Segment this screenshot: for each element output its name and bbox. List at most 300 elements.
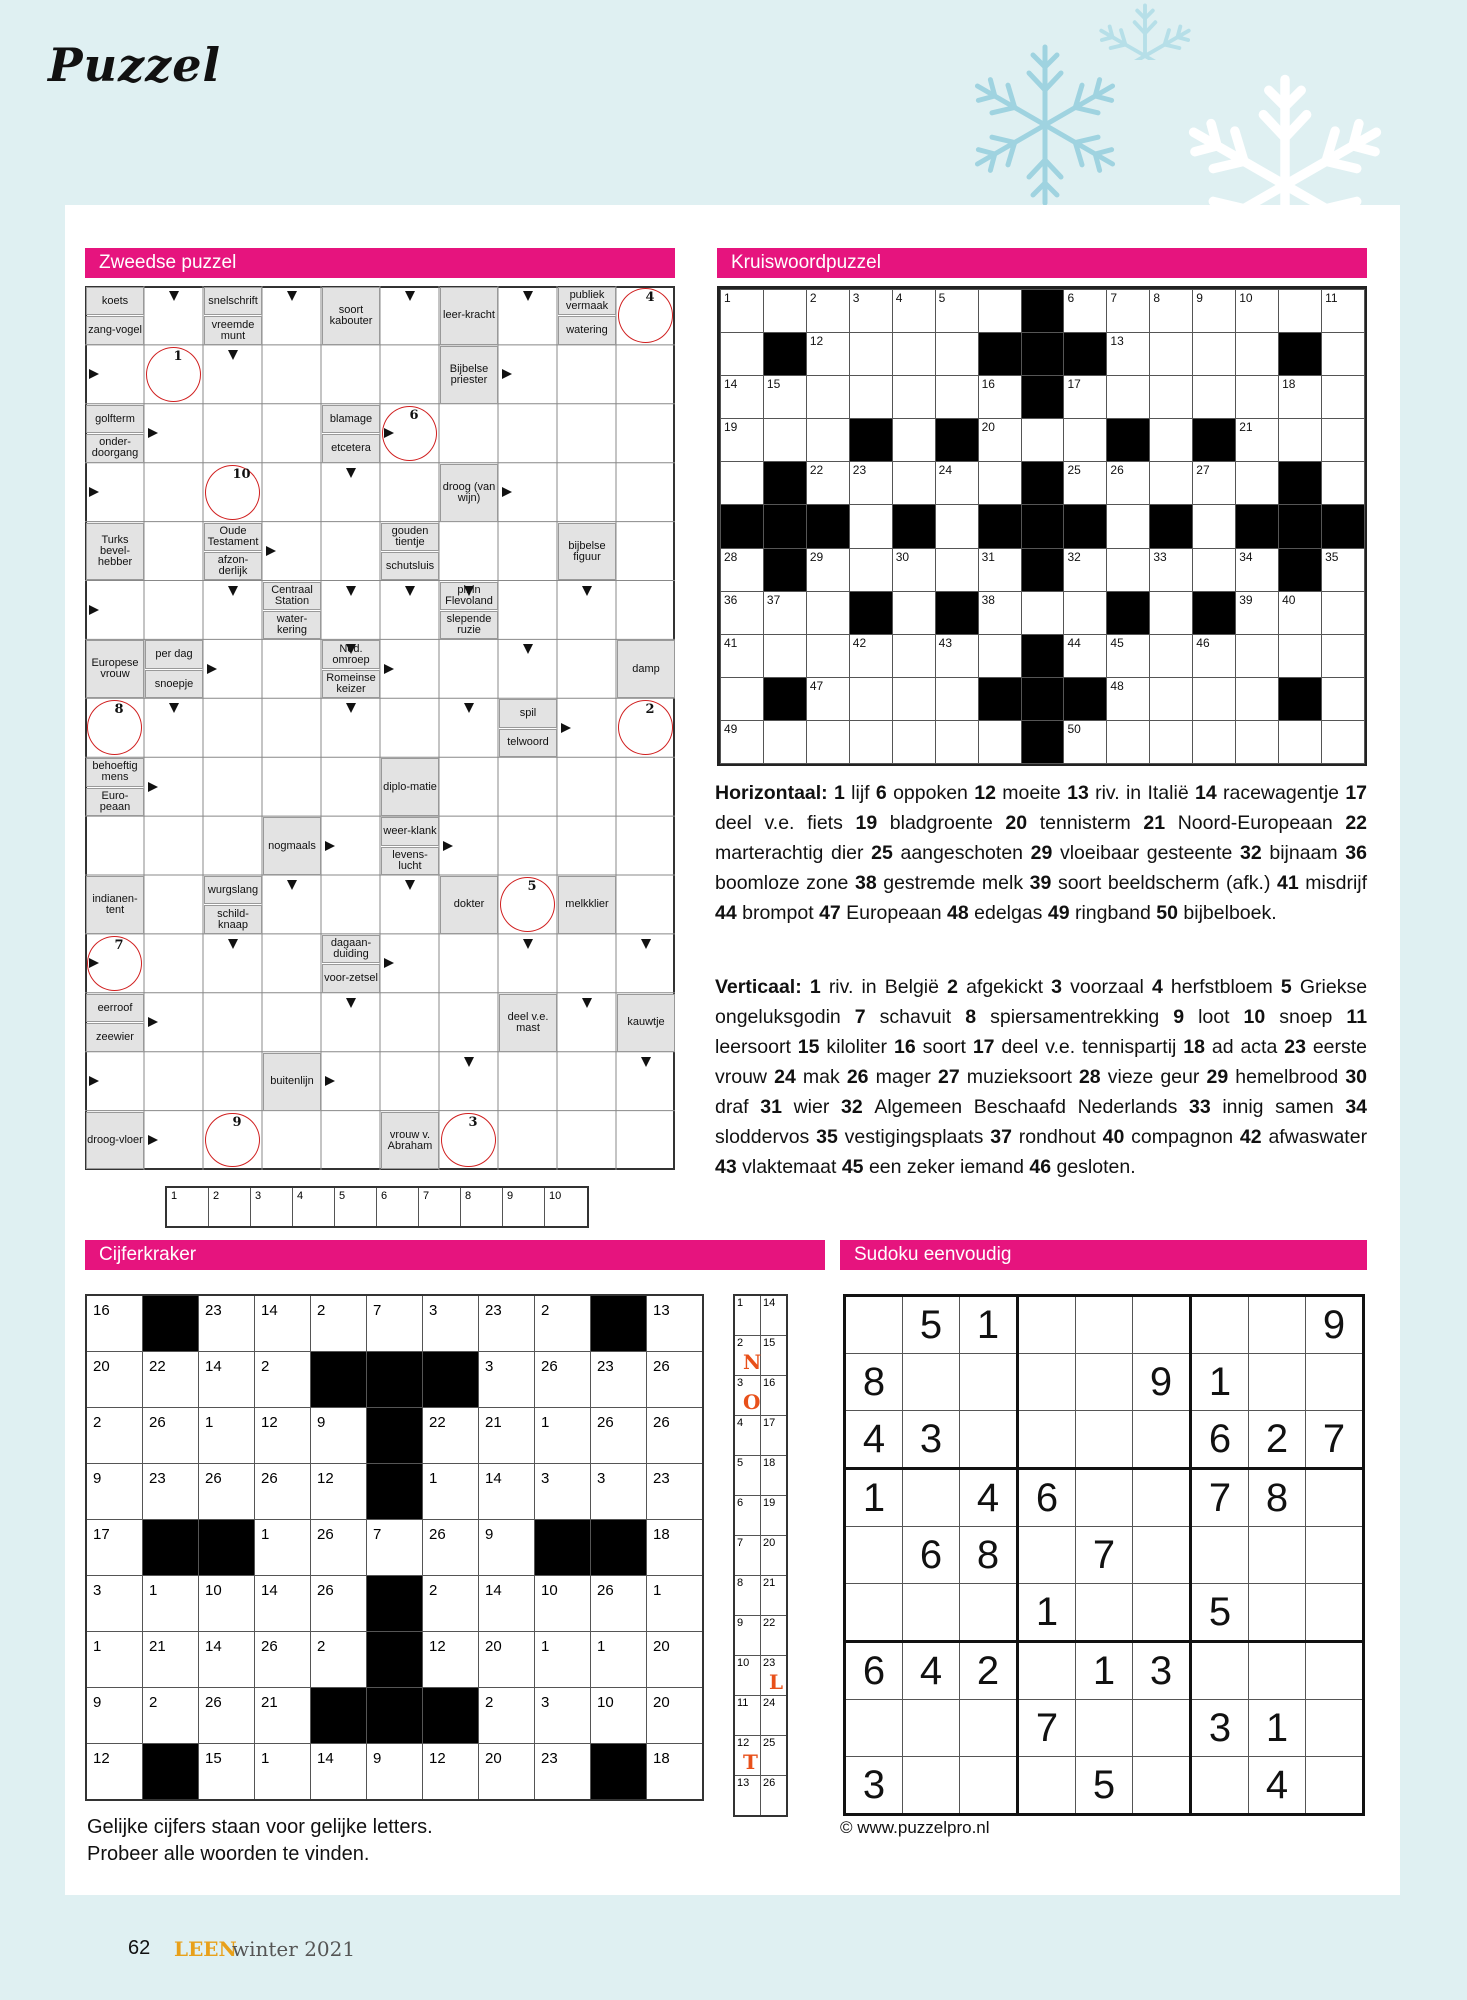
cipher-cell[interactable]: 14 [199, 1352, 255, 1408]
crossword-cell[interactable] [720, 332, 764, 376]
crossword-cell[interactable] [892, 720, 936, 764]
sudoku-cell[interactable] [1018, 1354, 1076, 1411]
sudoku-cell[interactable] [960, 1411, 1018, 1469]
crossword-cell[interactable] [1321, 375, 1365, 419]
sudoku-cell[interactable] [1306, 1469, 1364, 1527]
crossword-cell[interactable] [892, 418, 936, 462]
crossword-cell[interactable]: 39 [1235, 591, 1279, 635]
cipher-cell[interactable]: 23 [199, 1295, 255, 1352]
crossword-cell[interactable]: 6 [1063, 289, 1107, 333]
crossword-cell[interactable] [935, 548, 979, 592]
cipher-cell[interactable]: 23 [591, 1352, 647, 1408]
crossword-cell[interactable]: 9 [1192, 289, 1236, 333]
crossword-cell[interactable] [849, 332, 893, 376]
crossword-cell[interactable]: 3 [849, 289, 893, 333]
sudoku-cell[interactable] [903, 1700, 960, 1757]
cipher-cell[interactable]: 21 [143, 1632, 199, 1688]
cipher-cell[interactable]: 21 [255, 1688, 311, 1744]
cipher-cell[interactable]: 9 [479, 1520, 535, 1576]
crossword-cell[interactable] [1149, 720, 1193, 764]
cipher-cell[interactable]: 20 [86, 1352, 143, 1408]
cipher-cell[interactable]: 1 [255, 1744, 311, 1801]
crossword-cell[interactable] [1321, 418, 1365, 462]
sudoku-cell[interactable]: 4 [903, 1642, 960, 1700]
crossword-cell[interactable] [806, 418, 850, 462]
cipher-cell[interactable]: 26 [255, 1632, 311, 1688]
crossword-cell[interactable]: 47 [806, 677, 850, 721]
crossword-cell[interactable] [849, 720, 893, 764]
cipher-cell[interactable]: 12 [423, 1744, 479, 1801]
sudoku-cell[interactable]: 1 [960, 1296, 1018, 1354]
code-cell[interactable]: 13 [734, 1776, 761, 1817]
cipher-cell[interactable]: 23 [143, 1464, 199, 1520]
cipher-cell[interactable]: 9 [311, 1408, 367, 1464]
crossword-cell[interactable] [1235, 720, 1279, 764]
crossword-cell[interactable] [849, 548, 893, 592]
cipher-cell[interactable]: 14 [255, 1576, 311, 1632]
sudoku-cell[interactable] [1133, 1411, 1191, 1469]
cipher-cell[interactable]: 2 [311, 1632, 367, 1688]
code-cell[interactable]: 3 O [734, 1376, 761, 1416]
cipher-cell[interactable]: 3 [423, 1295, 479, 1352]
sudoku-cell[interactable] [845, 1527, 903, 1584]
sudoku-cell[interactable] [845, 1700, 903, 1757]
cipher-cell[interactable]: 7 [367, 1295, 423, 1352]
solution-cell[interactable]: 8 [461, 1188, 503, 1226]
crossword-cell[interactable] [849, 677, 893, 721]
crossword-cell[interactable] [1021, 591, 1065, 635]
sudoku-cell[interactable]: 2 [1249, 1411, 1306, 1469]
crossword-cell[interactable]: 1 [720, 289, 764, 333]
crossword-cell[interactable] [1149, 461, 1193, 505]
crossword-cell[interactable] [892, 375, 936, 419]
sudoku-cell[interactable]: 9 [1306, 1296, 1364, 1354]
crossword-cell[interactable] [1321, 461, 1365, 505]
cipher-cell[interactable]: 14 [311, 1744, 367, 1801]
crossword-cell[interactable] [1192, 375, 1236, 419]
sudoku-cell[interactable]: 6 [1018, 1469, 1076, 1527]
crossword-cell[interactable]: 27 [1192, 461, 1236, 505]
cipher-cell[interactable]: 10 [535, 1576, 591, 1632]
code-cell[interactable]: 20 [761, 1536, 788, 1576]
cipher-cell[interactable]: 12 [311, 1464, 367, 1520]
code-cell[interactable]: 2 N [734, 1336, 761, 1376]
cipher-cell[interactable]: 26 [423, 1520, 479, 1576]
crossword-cell[interactable] [978, 634, 1022, 678]
sudoku-cell[interactable] [1018, 1411, 1076, 1469]
crossword-cell[interactable]: 13 [1106, 332, 1150, 376]
sudoku-cell[interactable]: 4 [845, 1411, 903, 1469]
crossword-cell[interactable] [1235, 461, 1279, 505]
solution-cell[interactable]: 3 [251, 1188, 293, 1226]
cipher-cell[interactable]: 1 [535, 1632, 591, 1688]
sudoku-cell[interactable]: 5 [903, 1296, 960, 1354]
crossword-cell[interactable]: 45 [1106, 634, 1150, 678]
crossword-cell[interactable]: 30 [892, 548, 936, 592]
code-cell[interactable]: 19 [761, 1496, 788, 1536]
sudoku-cell[interactable] [1306, 1757, 1364, 1815]
crossword-cell[interactable] [1106, 504, 1150, 548]
crossword-cell[interactable] [1278, 289, 1322, 333]
crossword-cell[interactable]: 16 [978, 375, 1022, 419]
sudoku-cell[interactable] [960, 1757, 1018, 1815]
cipher-cell[interactable]: 12 [255, 1408, 311, 1464]
crossword-cell[interactable] [720, 461, 764, 505]
crossword-cell[interactable] [1106, 720, 1150, 764]
code-cell[interactable]: 6 [734, 1496, 761, 1536]
crossword-cell[interactable]: 42 [849, 634, 893, 678]
cipher-cell[interactable]: 12 [86, 1744, 143, 1801]
crossword-cell[interactable] [1149, 418, 1193, 462]
crossword-cell[interactable] [806, 634, 850, 678]
crossword-cell[interactable]: 22 [806, 461, 850, 505]
code-cell[interactable]: 4 [734, 1416, 761, 1456]
crossword-cell[interactable] [1278, 634, 1322, 678]
crossword-cell[interactable] [1106, 375, 1150, 419]
sudoku-cell[interactable] [1306, 1584, 1364, 1642]
sudoku-cell[interactable] [1249, 1584, 1306, 1642]
cipher-cell[interactable]: 26 [535, 1352, 591, 1408]
crossword-cell[interactable]: 34 [1235, 548, 1279, 592]
cipher-cell[interactable]: 7 [367, 1520, 423, 1576]
crossword-cell[interactable]: 31 [978, 548, 1022, 592]
solution-cell[interactable]: 1 [167, 1188, 209, 1226]
sudoku-cell[interactable] [1249, 1527, 1306, 1584]
solution-cell[interactable]: 4 [293, 1188, 335, 1226]
cipher-cell[interactable]: 26 [647, 1408, 704, 1464]
sudoku-cell[interactable] [1076, 1700, 1133, 1757]
solution-cell[interactable]: 6 [377, 1188, 419, 1226]
sudoku-cell[interactable]: 7 [1306, 1411, 1364, 1469]
sudoku-cell[interactable] [845, 1296, 903, 1354]
code-cell[interactable]: 17 [761, 1416, 788, 1456]
cipher-cell[interactable]: 2 [255, 1352, 311, 1408]
crossword-cell[interactable] [806, 375, 850, 419]
sudoku-cell[interactable] [1249, 1296, 1306, 1354]
sudoku-cell[interactable] [1191, 1757, 1249, 1815]
crossword-cell[interactable] [1192, 548, 1236, 592]
crossword-cell[interactable]: 43 [935, 634, 979, 678]
sudoku-cell[interactable]: 1 [1191, 1354, 1249, 1411]
code-cell[interactable]: 16 [761, 1376, 788, 1416]
crossword-cell[interactable] [1235, 375, 1279, 419]
cipher-cell[interactable]: 26 [199, 1688, 255, 1744]
solution-cell[interactable]: 9 [503, 1188, 545, 1226]
sudoku-cell[interactable] [1249, 1354, 1306, 1411]
cipher-cell[interactable]: 26 [591, 1408, 647, 1464]
sudoku-cell[interactable]: 3 [903, 1411, 960, 1469]
cipher-cell[interactable]: 1 [199, 1408, 255, 1464]
crossword-cell[interactable]: 35 [1321, 548, 1365, 592]
crossword-cell[interactable] [978, 720, 1022, 764]
crossword-cell[interactable] [1321, 591, 1365, 635]
sudoku-cell[interactable]: 4 [1249, 1757, 1306, 1815]
crossword-cell[interactable] [1149, 591, 1193, 635]
crossword-cell[interactable]: 33 [1149, 548, 1193, 592]
crossword-cell[interactable] [763, 289, 807, 333]
cipher-cell[interactable]: 12 [423, 1632, 479, 1688]
code-cell[interactable]: 25 [761, 1736, 788, 1776]
cipher-cell[interactable]: 20 [479, 1744, 535, 1801]
cipher-cell[interactable]: 22 [423, 1408, 479, 1464]
cipher-cell[interactable]: 13 [647, 1295, 704, 1352]
cipher-cell[interactable]: 9 [86, 1688, 143, 1744]
crossword-cell[interactable] [1321, 677, 1365, 721]
cipher-cell[interactable]: 9 [367, 1744, 423, 1801]
sudoku-cell[interactable]: 1 [1249, 1700, 1306, 1757]
solution-cell[interactable]: 2 [209, 1188, 251, 1226]
crossword-cell[interactable]: 28 [720, 548, 764, 592]
crossword-cell[interactable]: 11 [1321, 289, 1365, 333]
crossword-cell[interactable] [1278, 720, 1322, 764]
code-cell[interactable]: 22 [761, 1616, 788, 1656]
sudoku-cell[interactable] [1076, 1354, 1133, 1411]
crossword-cell[interactable] [892, 332, 936, 376]
crossword-cell[interactable]: 29 [806, 548, 850, 592]
code-cell[interactable]: 9 [734, 1616, 761, 1656]
cipher-cell[interactable]: 15 [199, 1744, 255, 1801]
cipher-cell[interactable]: 1 [591, 1632, 647, 1688]
cipher-cell[interactable]: 3 [591, 1464, 647, 1520]
sudoku-cell[interactable]: 3 [845, 1757, 903, 1815]
code-cell[interactable]: 1 [734, 1295, 761, 1336]
solution-cell[interactable]: 5 [335, 1188, 377, 1226]
crossword-cell[interactable] [892, 461, 936, 505]
crossword-cell[interactable] [1192, 332, 1236, 376]
crossword-cell[interactable] [1063, 418, 1107, 462]
code-cell[interactable]: 14 [761, 1295, 788, 1336]
cipher-cell[interactable]: 3 [86, 1576, 143, 1632]
sudoku-cell[interactable]: 7 [1191, 1469, 1249, 1527]
crossword-cell[interactable] [892, 591, 936, 635]
crossword-cell[interactable] [892, 634, 936, 678]
sudoku-cell[interactable] [903, 1584, 960, 1642]
cipher-cell[interactable]: 26 [255, 1464, 311, 1520]
crossword-cell[interactable] [1149, 677, 1193, 721]
sudoku-cell[interactable] [1133, 1469, 1191, 1527]
cipher-cell[interactable]: 1 [255, 1520, 311, 1576]
cipher-cell[interactable]: 14 [199, 1632, 255, 1688]
cipher-cell[interactable]: 26 [199, 1464, 255, 1520]
cipher-cell[interactable]: 23 [647, 1464, 704, 1520]
sudoku-cell[interactable] [1018, 1296, 1076, 1354]
crossword-cell[interactable] [763, 720, 807, 764]
cipher-cell[interactable]: 3 [479, 1352, 535, 1408]
code-cell[interactable]: 21 [761, 1576, 788, 1616]
crossword-cell[interactable]: 32 [1063, 548, 1107, 592]
sudoku-cell[interactable] [1133, 1757, 1191, 1815]
crossword-cell[interactable]: 15 [763, 375, 807, 419]
code-cell[interactable]: 5 [734, 1456, 761, 1496]
crossword-cell[interactable]: 49 [720, 720, 764, 764]
sudoku-cell[interactable] [903, 1757, 960, 1815]
cipher-cell[interactable]: 23 [479, 1295, 535, 1352]
solution-cell[interactable]: 10 [549, 1190, 562, 1202]
crossword-cell[interactable] [806, 720, 850, 764]
crossword-cell[interactable]: 38 [978, 591, 1022, 635]
sudoku-cell[interactable]: 7 [1076, 1527, 1133, 1584]
sudoku-cell[interactable] [960, 1700, 1018, 1757]
sudoku-cell[interactable] [1306, 1700, 1364, 1757]
sudoku-cell[interactable]: 1 [1018, 1584, 1076, 1642]
sudoku-cell[interactable]: 1 [845, 1469, 903, 1527]
crossword-cell[interactable] [806, 591, 850, 635]
crossword-cell[interactable]: 25 [1063, 461, 1107, 505]
code-cell[interactable]: 23 L [761, 1656, 788, 1696]
crossword-cell[interactable] [1021, 418, 1065, 462]
crossword-cell[interactable] [763, 634, 807, 678]
cipher-cell[interactable]: 26 [591, 1576, 647, 1632]
crossword-cell[interactable] [1321, 720, 1365, 764]
crossword-cell[interactable] [1235, 332, 1279, 376]
crossword-cell[interactable]: 24 [935, 461, 979, 505]
crossword-cell[interactable] [1278, 418, 1322, 462]
sudoku-cell[interactable] [1133, 1700, 1191, 1757]
sudoku-cell[interactable] [1133, 1584, 1191, 1642]
crossword-cell[interactable] [978, 289, 1022, 333]
code-cell[interactable]: 11 [734, 1696, 761, 1736]
sudoku-cell[interactable] [1306, 1642, 1364, 1700]
cipher-cell[interactable]: 1 [647, 1576, 704, 1632]
crossword-cell[interactable] [1235, 677, 1279, 721]
cipher-cell[interactable]: 16 [86, 1295, 143, 1352]
sudoku-cell[interactable]: 4 [960, 1469, 1018, 1527]
crossword-cell[interactable]: 12 [806, 332, 850, 376]
sudoku-cell[interactable]: 8 [1249, 1469, 1306, 1527]
crossword-cell[interactable]: 14 [720, 375, 764, 419]
sudoku-cell[interactable]: 5 [1191, 1584, 1249, 1642]
sudoku-cell[interactable]: 8 [960, 1527, 1018, 1584]
sudoku-cell[interactable]: 6 [1191, 1411, 1249, 1469]
crossword-cell[interactable]: 4 [892, 289, 936, 333]
sudoku-cell[interactable]: 3 [1191, 1700, 1249, 1757]
crossword-cell[interactable]: 18 [1278, 375, 1322, 419]
code-cell[interactable]: 8 [734, 1576, 761, 1616]
crossword-cell[interactable]: 46 [1192, 634, 1236, 678]
crossword-cell[interactable]: 19 [720, 418, 764, 462]
cipher-cell[interactable]: 9 [86, 1464, 143, 1520]
code-cell[interactable]: 26 [761, 1776, 788, 1817]
code-cell[interactable]: 18 [761, 1456, 788, 1496]
crossword-cell[interactable]: 40 [1278, 591, 1322, 635]
sudoku-cell[interactable]: 6 [845, 1642, 903, 1700]
crossword-cell[interactable] [1192, 677, 1236, 721]
crossword-cell[interactable]: 36 [720, 591, 764, 635]
cipher-cell[interactable]: 10 [199, 1576, 255, 1632]
cipher-cell[interactable]: 1 [86, 1632, 143, 1688]
crossword-cell[interactable] [1106, 548, 1150, 592]
cipher-cell[interactable]: 2 [143, 1688, 199, 1744]
cipher-cell[interactable]: 22 [143, 1352, 199, 1408]
crossword-cell[interactable] [935, 720, 979, 764]
sudoku-cell[interactable]: 1 [1076, 1642, 1133, 1700]
crossword-cell[interactable]: 7 [1106, 289, 1150, 333]
cipher-cell[interactable]: 14 [255, 1295, 311, 1352]
sudoku-cell[interactable] [903, 1354, 960, 1411]
cipher-cell[interactable]: 14 [479, 1464, 535, 1520]
cipher-cell[interactable]: 20 [479, 1632, 535, 1688]
sudoku-cell[interactable] [1306, 1527, 1364, 1584]
crossword-cell[interactable] [720, 677, 764, 721]
crossword-cell[interactable] [1321, 634, 1365, 678]
crossword-cell[interactable]: 50 [1063, 720, 1107, 764]
crossword-cell[interactable]: 5 [935, 289, 979, 333]
crossword-cell[interactable] [935, 332, 979, 376]
cipher-cell[interactable]: 2 [311, 1295, 367, 1352]
crossword-cell[interactable]: 44 [1063, 634, 1107, 678]
cipher-cell[interactable]: 20 [647, 1688, 704, 1744]
crossword-cell[interactable] [935, 504, 979, 548]
crossword-cell[interactable] [1192, 720, 1236, 764]
crossword-cell[interactable] [1149, 332, 1193, 376]
sudoku-cell[interactable] [1306, 1354, 1364, 1411]
cipher-cell[interactable]: 26 [143, 1408, 199, 1464]
cipher-cell[interactable]: 26 [647, 1352, 704, 1408]
cipher-cell[interactable]: 20 [647, 1632, 704, 1688]
cipher-cell[interactable]: 2 [86, 1408, 143, 1464]
crossword-cell[interactable]: 2 [806, 289, 850, 333]
sudoku-cell[interactable]: 3 [1133, 1642, 1191, 1700]
cipher-cell[interactable]: 23 [535, 1744, 591, 1801]
crossword-cell[interactable] [1149, 375, 1193, 419]
crossword-cell[interactable] [849, 375, 893, 419]
code-cell[interactable]: 10 [734, 1656, 761, 1696]
sudoku-cell[interactable] [1076, 1296, 1133, 1354]
crossword-cell[interactable]: 21 [1235, 418, 1279, 462]
sudoku-cell[interactable] [845, 1584, 903, 1642]
crossword-cell[interactable] [1063, 591, 1107, 635]
crossword-cell[interactable] [763, 418, 807, 462]
cipher-cell[interactable]: 26 [311, 1576, 367, 1632]
sudoku-cell[interactable] [960, 1584, 1018, 1642]
sudoku-cell[interactable] [1018, 1642, 1076, 1700]
crossword-cell[interactable]: 41 [720, 634, 764, 678]
cipher-cell[interactable]: 14 [479, 1576, 535, 1632]
code-cell[interactable]: 24 [761, 1696, 788, 1736]
crossword-cell[interactable] [978, 461, 1022, 505]
crossword-cell[interactable]: 20 [978, 418, 1022, 462]
sudoku-cell[interactable]: 2 [960, 1642, 1018, 1700]
crossword-cell[interactable] [1149, 634, 1193, 678]
crossword-cell[interactable] [1192, 504, 1236, 548]
sudoku-cell[interactable]: 9 [1133, 1354, 1191, 1411]
cipher-cell[interactable]: 3 [535, 1688, 591, 1744]
sudoku-cell[interactable] [903, 1469, 960, 1527]
cipher-cell[interactable]: 2 [479, 1688, 535, 1744]
sudoku-cell[interactable]: 6 [903, 1527, 960, 1584]
code-cell[interactable]: 7 [734, 1536, 761, 1576]
sudoku-cell[interactable] [1133, 1527, 1191, 1584]
sudoku-cell[interactable] [1191, 1296, 1249, 1354]
sudoku-cell[interactable]: 8 [845, 1354, 903, 1411]
cipher-cell[interactable]: 10 [591, 1688, 647, 1744]
code-cell[interactable]: 12 T [734, 1736, 761, 1776]
crossword-cell[interactable]: 23 [849, 461, 893, 505]
cipher-cell[interactable]: 3 [535, 1464, 591, 1520]
cipher-cell[interactable]: 1 [535, 1408, 591, 1464]
crossword-cell[interactable]: 8 [1149, 289, 1193, 333]
sudoku-cell[interactable]: 5 [1076, 1757, 1133, 1815]
sudoku-cell[interactable] [1076, 1469, 1133, 1527]
cipher-cell[interactable]: 21 [479, 1408, 535, 1464]
sudoku-cell[interactable] [1133, 1296, 1191, 1354]
cipher-cell[interactable]: 2 [535, 1295, 591, 1352]
code-cell[interactable]: 15 [761, 1336, 788, 1376]
sudoku-cell[interactable] [1018, 1527, 1076, 1584]
sudoku-cell[interactable] [1191, 1527, 1249, 1584]
cipher-cell[interactable]: 2 [423, 1576, 479, 1632]
sudoku-cell[interactable] [1191, 1642, 1249, 1700]
